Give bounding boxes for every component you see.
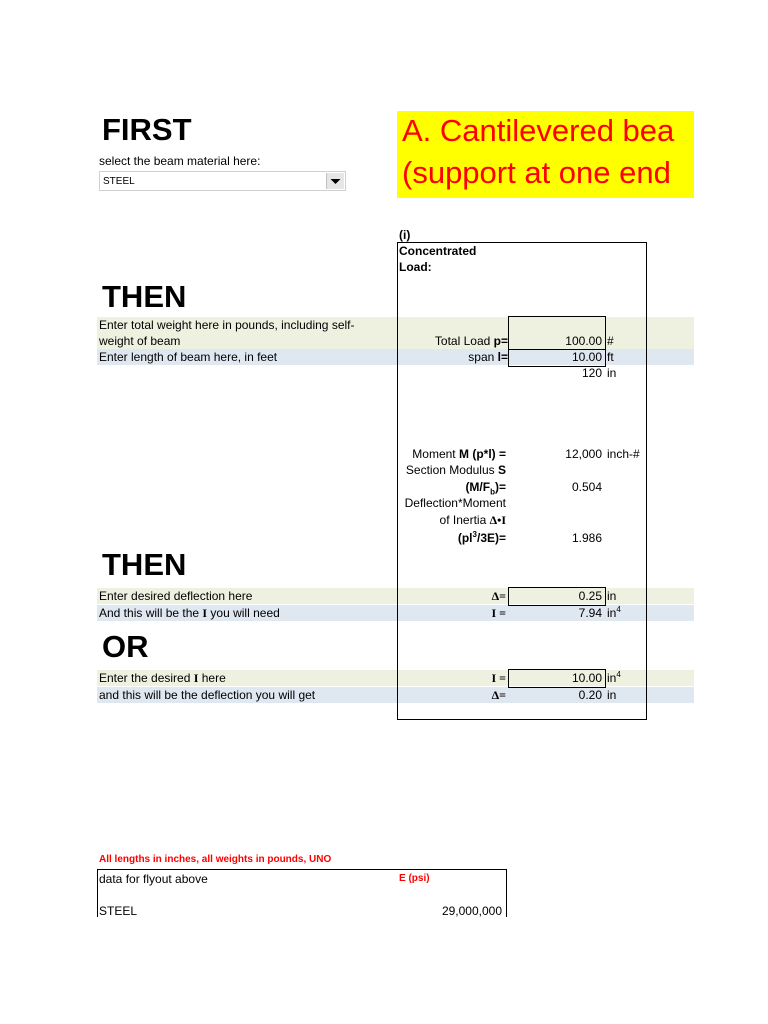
span-input[interactable]: 10.00 <box>571 350 602 364</box>
material-name-cell: STEEL <box>99 904 138 918</box>
total-load-unit: # <box>607 334 614 348</box>
e-value-cell: 29,000,000 <box>441 904 502 918</box>
desired-deflection-label: Enter desired deflection here <box>99 589 253 603</box>
e-psi-header: E (psi) <box>399 873 430 884</box>
moment-value: 12,000 <box>565 447 602 461</box>
i-symbol: I = <box>491 606 506 620</box>
resulting-deflection-unit: in <box>607 688 617 702</box>
material-select-value: STEEL <box>103 176 135 187</box>
weight-label-1: Enter total weight here in pounds, including self- <box>99 318 355 332</box>
deflection-label-1: Deflection*Moment <box>404 496 506 510</box>
span-inches-unit: in <box>607 366 617 380</box>
required-i-value: 7.94 <box>578 606 602 620</box>
weight-label-2: weight of beam <box>99 334 181 348</box>
load-case-title-1: Concentrated <box>399 244 477 258</box>
first-heading: FIRST <box>102 112 192 147</box>
resulting-deflection-value: 0.20 <box>578 688 602 702</box>
title-banner <box>397 111 694 198</box>
title-line-2: (support at one end <box>402 155 671 190</box>
need-i-label: And this will be the I you will need <box>99 606 280 620</box>
deflection-value: 1.986 <box>571 531 602 545</box>
material-instruction: select the beam material here: <box>99 154 261 168</box>
load-case-index: (i) <box>399 228 411 242</box>
then-heading-1: THEN <box>102 279 187 314</box>
delta-symbol: Δ= <box>491 589 506 603</box>
get-deflection-label: and this will be the deflection you will get <box>99 688 316 702</box>
section-modulus-formula: $(M/F_b)=$ <box>465 480 506 497</box>
deflection-label-2: of Inertia Δ•I <box>439 513 506 527</box>
desired-i-unit: $in^4$ <box>607 670 621 685</box>
deflection-formula: $(pl^3/3E)=$ <box>457 530 506 545</box>
span-unit: ft <box>607 350 614 364</box>
resulting-delta-symbol: Δ= <box>491 688 506 702</box>
moment-label: Moment M (p*l) = <box>412 447 506 461</box>
then-heading-2: THEN <box>102 547 187 582</box>
span-inches-value: 120 <box>581 366 602 380</box>
desired-i-input[interactable]: 10.00 <box>571 671 602 685</box>
deflection-input[interactable]: 0.25 <box>578 589 602 603</box>
section-modulus-value: 0.504 <box>571 480 602 494</box>
material-select[interactable] <box>99 171 346 191</box>
required-i-unit: $in^4$ <box>607 605 621 620</box>
total-load-input[interactable]: 100.00 <box>565 334 602 348</box>
total-load-label: Total Load p= <box>434 334 508 348</box>
or-heading: OR <box>102 629 149 664</box>
title-line-1: A. Cantilevered bea <box>402 113 675 148</box>
chevron-down-icon[interactable] <box>326 173 344 189</box>
desired-i-symbol: I = <box>491 671 506 685</box>
desired-i-label: Enter the desired I here <box>99 671 226 685</box>
load-case-title-2: Load: <box>399 260 432 274</box>
deflection-unit: in <box>607 589 617 603</box>
length-label: Enter length of beam here, in feet <box>99 350 278 364</box>
span-label: span l= <box>468 350 508 364</box>
units-note: All lengths in inches, all weights in pounds, UNO <box>99 854 332 865</box>
moment-unit: inch-# <box>607 447 640 461</box>
section-modulus-label: Section Modulus S <box>405 463 506 477</box>
material-table-header: data for flyout above <box>99 872 208 886</box>
